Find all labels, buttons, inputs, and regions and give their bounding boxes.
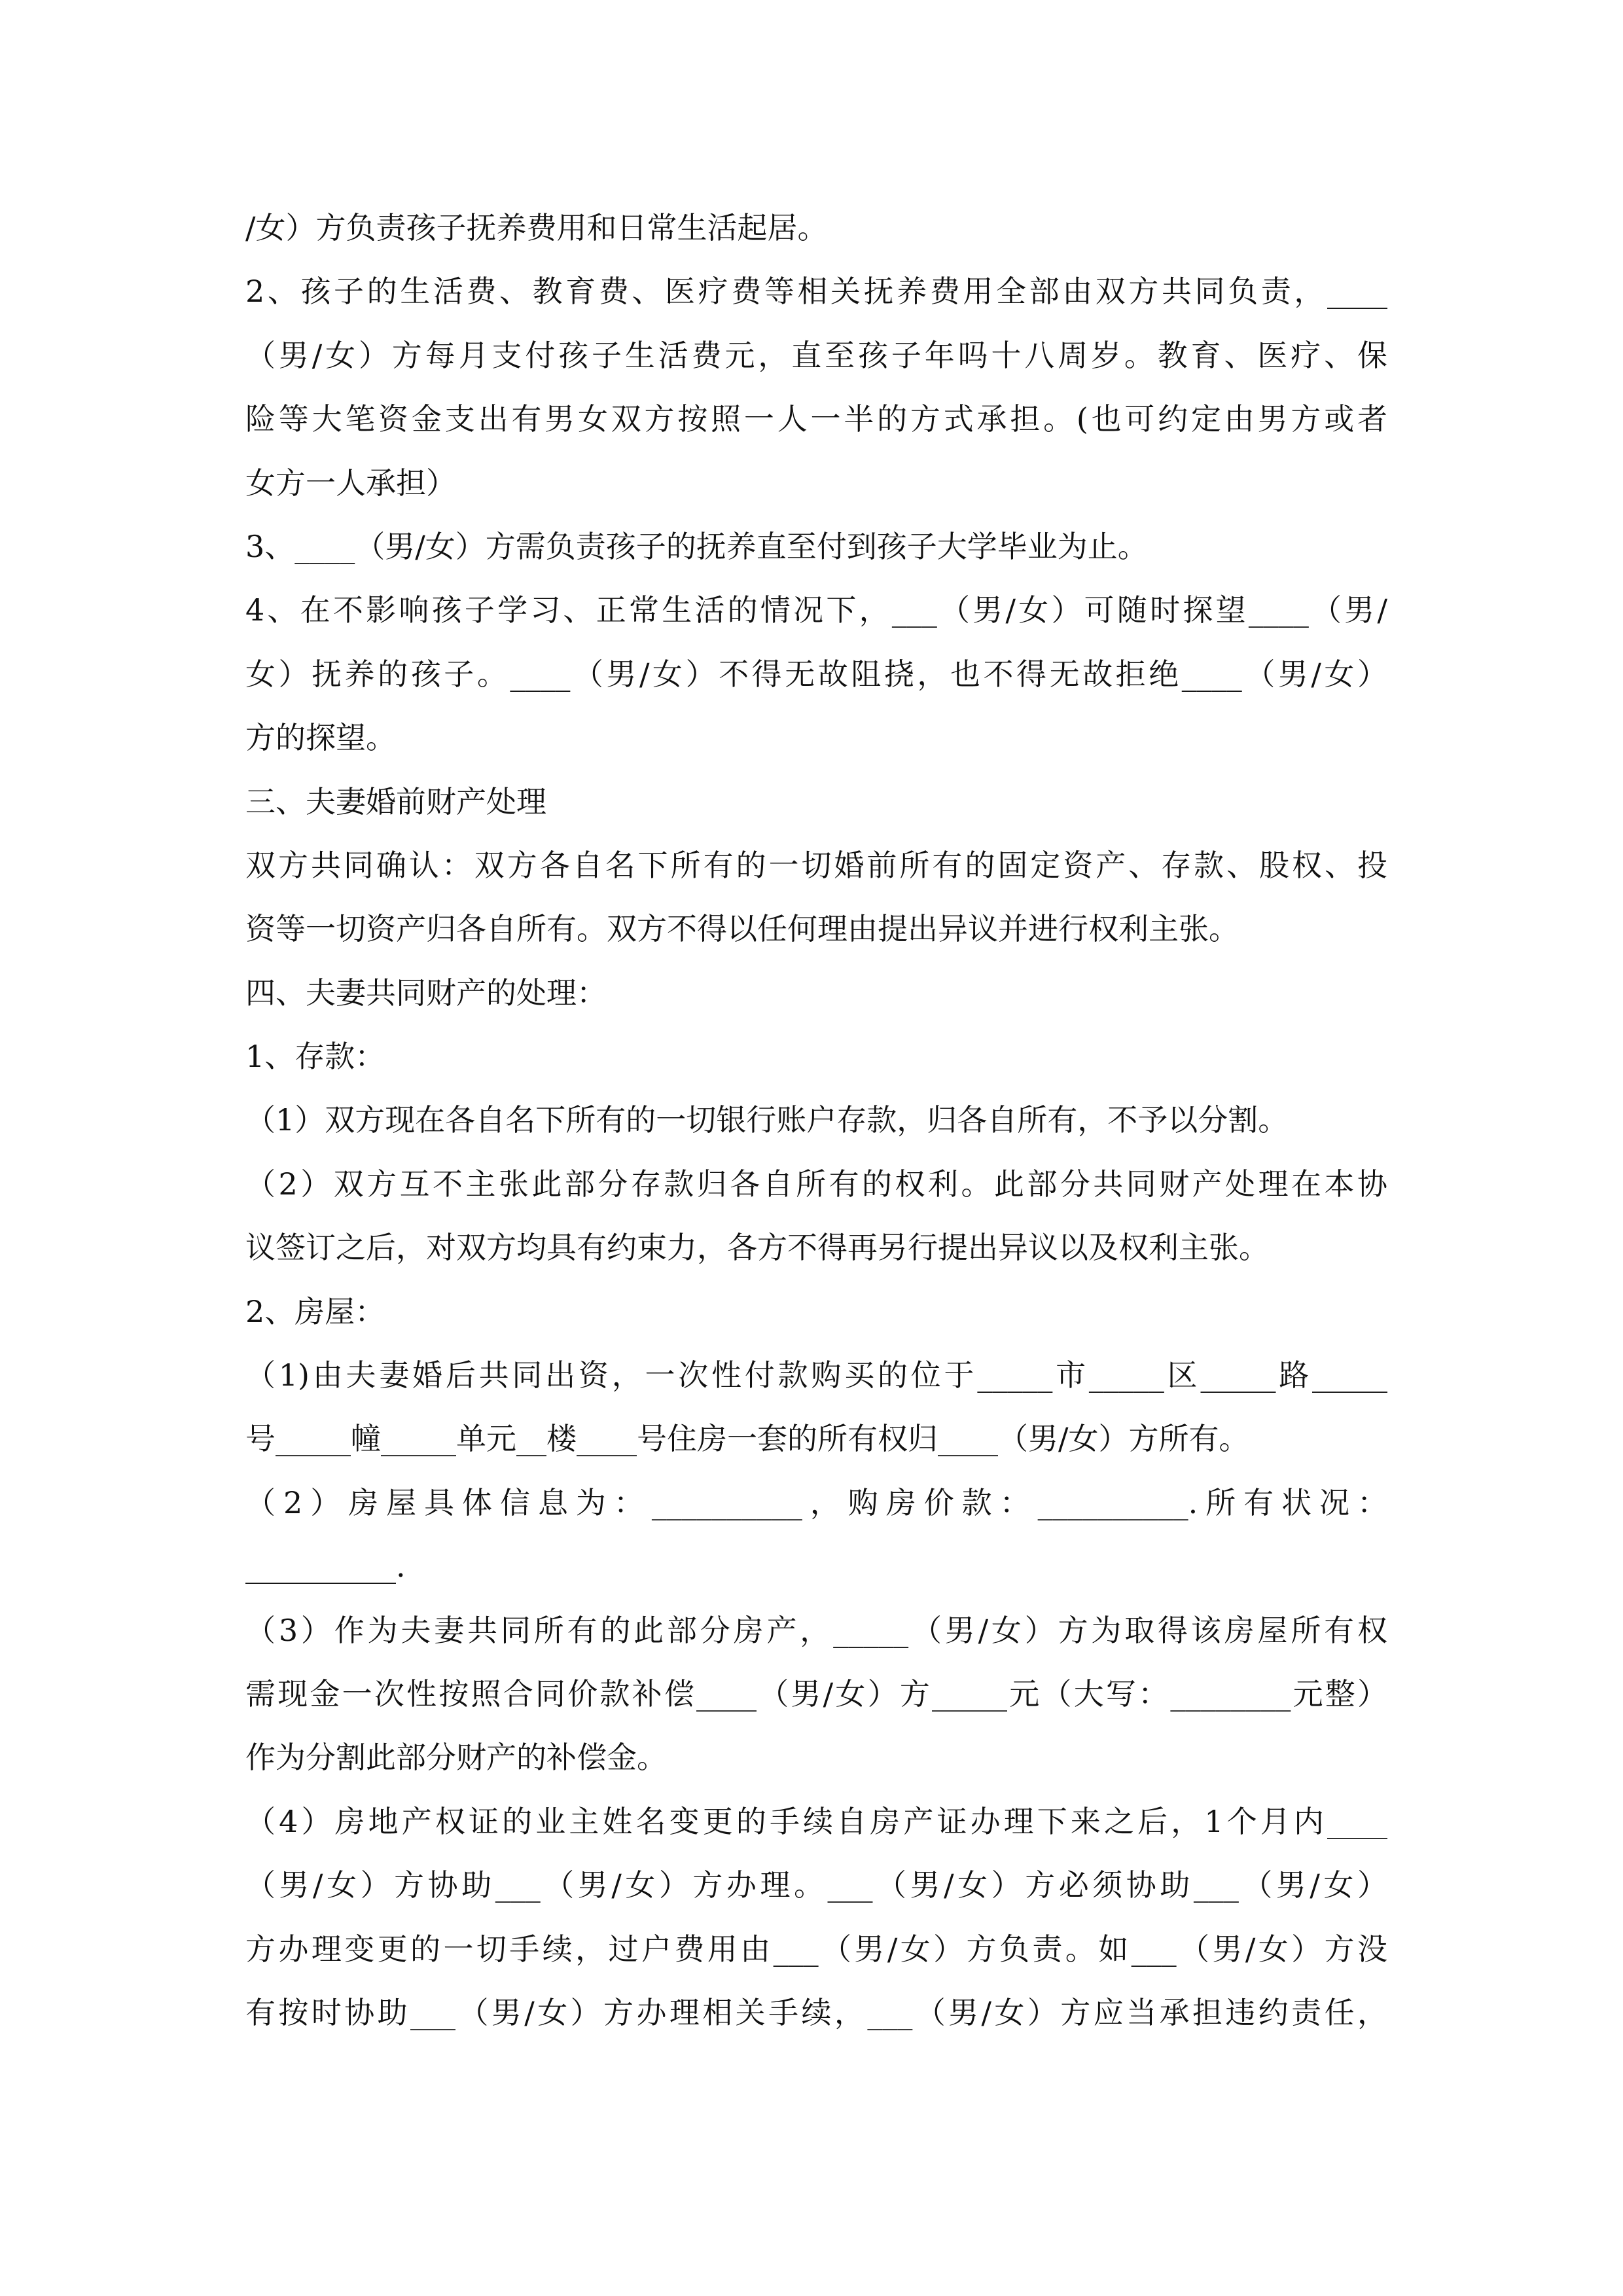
text-line: （男/女）方每月支付孩子生活费元，直至孩子年吗十八周岁。教育、医疗、保 [245,337,1387,373]
section-heading: 三、夫妻婚前财产处理 [245,783,546,819]
text-line: 女）抚养的孩子。____（男/女）不得无故阻挠，也不得无故拒绝____（男/女） [245,656,1387,692]
text-line: 作为分割此部分财产的补偿金。 [245,1740,667,1776]
subsection-heading: 2、房屋： [245,1293,385,1329]
text-line: （1)由夫妻婚后共同出资，一次性付款购买的位于_____市_____区_____路_____ [245,1357,1387,1393]
text-line: 需现金一次性按照合同价款补偿____（男/女）方_____元（大写：________元整） [245,1676,1387,1712]
text-line: 资等一切资产归各自所有。双方不得以任何理由提出异议并进行权利主张。 [245,911,1239,947]
document-body [245,196,1387,2045]
text-line: （4）房地产权证的业主姓名变更的手续自房产证办理下来之后，1个月内____ [245,1803,1387,1839]
subsection-heading: 1、存款： [245,1039,385,1075]
text-line: 3、____（男/女）方需负责孩子的抚养直至付到孩子大学毕业为止。 [245,528,1148,564]
text-line: （1）双方现在各自名下所有的一切银行账户存款，归各自所有，不予以分割。 [245,1102,1289,1138]
text-line: 有按时协助___（男/女）方办理相关手续，___（男/女）方应当承担违约责任， [245,1994,1387,2030]
text-line: （2）房屋具体信息为：__________，购房价款：__________.所有状况： [245,1484,1387,1520]
text-line: 女方一人承担） [245,465,456,501]
text-line: 双方共同确认：双方各自名下所有的一切婚前所有的固定资产、存款、股权、投 [245,847,1387,883]
text-line: （男/女）方协助___（男/女）方办理。___（男/女）方必须协助___（男/女） [245,1867,1387,1903]
text-line: 险等大笔资金支出有男女双方按照一人一半的方式承担。(也可约定由男方或者 [245,401,1387,437]
text-line: 议签订之后，对双方均具有约束力，各方不得再另行提出异议以及权利主张。 [245,1230,1269,1266]
text-line: /女）方负责孩子抚养费用和日常生活起居。 [245,210,828,245]
text-line: 2、孩子的生活费、教育费、医疗费等相关抚养费用全部由双方共同负责，____ [245,274,1387,310]
text-line: 4、在不影响孩子学习、正常生活的情况下，___（男/女）可随时探望____（男/ [245,592,1387,628]
text-line: __________. [245,1549,406,1585]
text-line: 方的探望。 [245,720,396,756]
text-line: 号_____幢_____单元__楼____号住房一套的所有权归____（男/女）方所有。 [245,1421,1249,1457]
text-line: （2）双方互不主张此部分存款归各自所有的权利。此部分共同财产处理在本协 [245,1166,1387,1202]
text-line: 方办理变更的一切手续，过户费用由___（男/女）方负责。如___（男/女）方没 [245,1931,1387,1967]
section-heading: 四、夫妻共同财产的处理： [245,975,607,1011]
text-line: （3）作为夫妻共同所有的此部分房产，_____（男/女）方为取得该房屋所有权 [245,1612,1387,1648]
